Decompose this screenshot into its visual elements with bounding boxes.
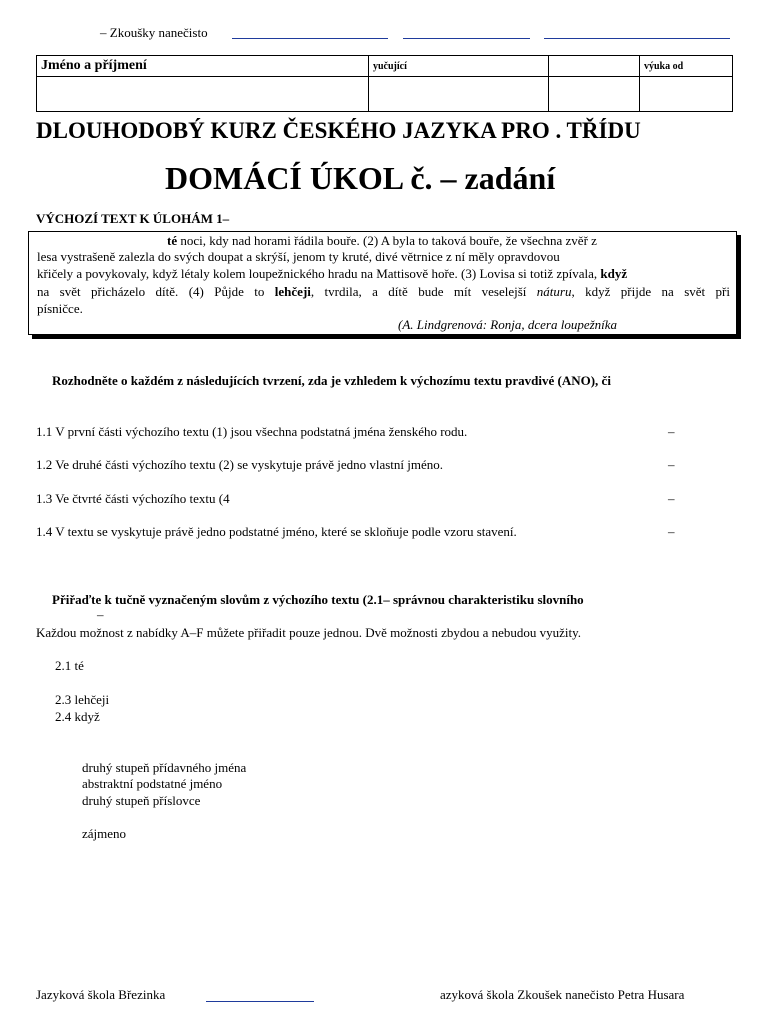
question1-intro: Rozhodněte o každém z následujících tvrzení, zda je vzhledem k výchozímu textu pravdivé (ANO), či	[52, 373, 611, 388]
bold-word-lehceji: lehčeji	[274, 284, 311, 299]
statement-1-2: 1.2 Ve druhé části výchozího textu (2) se vyskytuje právě jedno vlastní jméno.	[36, 457, 443, 472]
statement-1-1: 1.1 V první části výchozího textu (1) jsou všechna podstatná jména ženského rodu.	[36, 424, 468, 439]
source-line-5: písničce.	[37, 301, 83, 316]
source-text-heading: VÝCHOZÍ TEXT K ÚLOHÁM 1–	[36, 211, 230, 226]
top-label: – Zkoušky nanečisto	[100, 25, 208, 40]
course-label-cell	[640, 56, 733, 77]
blank-cell	[549, 56, 640, 77]
source-text-box	[28, 231, 737, 335]
option-adverb-comparative: druhý stupeň příslovce	[82, 793, 201, 808]
course-field[interactable]	[640, 77, 733, 112]
source-line-1-text: noci, kdy nad horami řádila bouře. (2) A byla to taková bouře, že všechna zvěř z	[177, 233, 597, 248]
footer-school-left: Jazyková škola Březinka	[36, 987, 166, 1002]
question2-intro: Přiřaďte k tučně vyznačeným slovům z výchozího textu (2.1– správnou charakteristiku slovního	[52, 592, 584, 607]
course-title: DLOUHODOBÝ KURZ ČESKÉHO JAZYKA PRO . TŘÍDU	[36, 118, 641, 143]
footer-school-right: azyková škola Zkoušek nanečisto Petra Husara	[440, 987, 685, 1002]
name-field[interactable]	[37, 77, 369, 112]
option-abstract-noun: abstraktní podstatné jméno	[82, 776, 223, 791]
source-line-1	[167, 233, 597, 249]
bold-word-kdyz: když	[600, 266, 628, 281]
question2-dash: –	[97, 607, 104, 622]
answer-dash-1-2[interactable]: –	[668, 457, 675, 472]
course-label: výuka od	[644, 61, 684, 72]
question2-note: Každou možnost z nabídky A–F můžete přiřadit pouze jednou. Dvě možnosti zbydou a nebudou využity.	[36, 625, 582, 640]
footer-link-line[interactable]	[206, 1001, 314, 1002]
source-line-4	[37, 284, 730, 300]
italic-word-naturu: náturu	[536, 284, 572, 299]
item-2-1: 2.1 té	[55, 658, 84, 673]
answer-dash-1-4[interactable]: –	[668, 524, 675, 539]
statement-1-4: 1.4 V textu se vyskytuje právě jedno podstatné jméno, které se skloňuje podle vzoru stavení.	[36, 524, 517, 539]
teacher-field[interactable]	[369, 77, 549, 112]
blank-line-3	[544, 38, 730, 39]
source-line-4-text-a: na svět přicházelo dítě. (4) Půjde to	[37, 284, 275, 299]
source-line-2: lesa vystrašeně zalezla do svých doupat a skrýší, jenom ty kruté, divé větrnice z ní měly opravdovou	[37, 249, 560, 264]
blank-line-2	[403, 38, 530, 39]
source-line-3-text: křičely a povykovaly, když létaly kolem loupežnického hradu na Mattisově hoře. (3) Lovisa si totiž zpívala,	[37, 266, 601, 281]
answer-dash-1-1[interactable]: –	[668, 424, 675, 439]
bold-word-te: té	[167, 233, 178, 248]
teacher-label-cell	[369, 56, 549, 77]
source-line-3	[37, 266, 627, 282]
homework-title: DOMÁCÍ ÚKOL č. – zadání	[165, 160, 556, 196]
student-info-table	[36, 55, 733, 112]
statement-1-3: 1.3 Ve čtvrté části výchozího textu (4	[36, 491, 230, 506]
blank-line-1	[232, 38, 388, 39]
option-pronoun: zájmeno	[82, 826, 127, 841]
source-line-4-text-b: , tvrdila, a dítě bude mít veselejší	[310, 284, 537, 299]
teacher-label: yučující	[373, 61, 407, 72]
item-2-3: 2.3 lehčeji	[55, 692, 110, 707]
item-2-4: 2.4 když	[55, 709, 100, 724]
blank-field[interactable]	[549, 77, 640, 112]
source-citation: (A. Lindgrenová: Ronja, dcera loupežníka	[398, 317, 618, 332]
name-label-cell	[37, 56, 369, 77]
source-line-4-text-c: , když přijde na svět při	[571, 284, 730, 299]
name-label: Jméno a příjmení	[41, 58, 147, 73]
answer-dash-1-3[interactable]: –	[668, 491, 675, 506]
option-adjective-comparative: druhý stupeň přídavného jména	[82, 760, 247, 775]
